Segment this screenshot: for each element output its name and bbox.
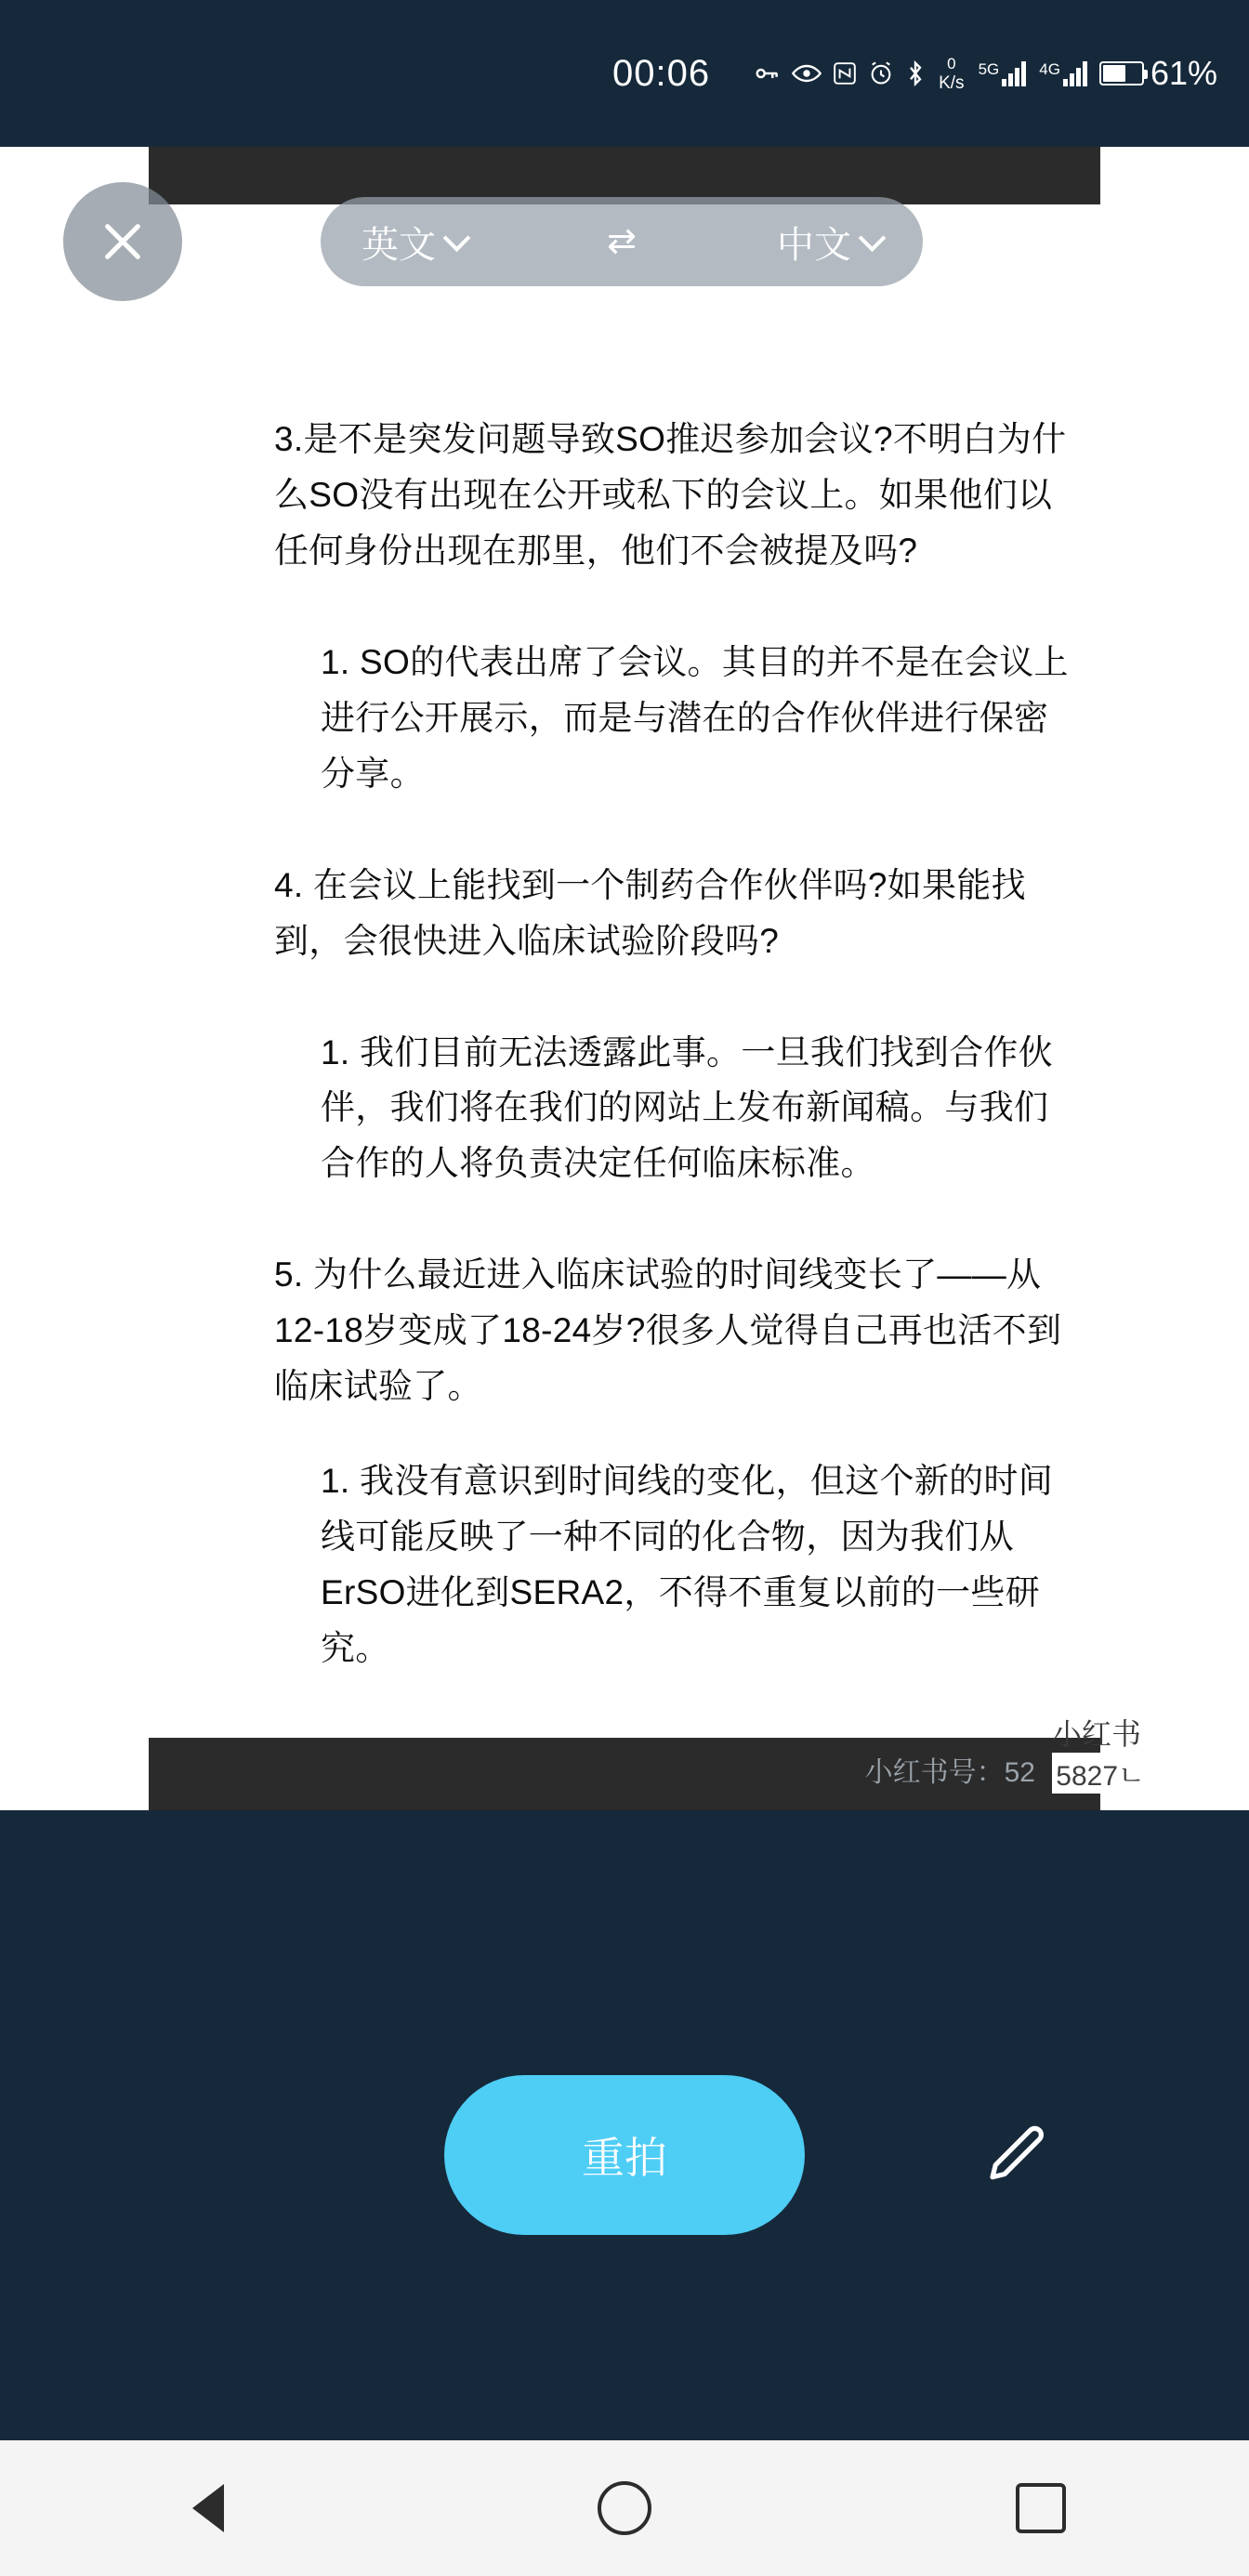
close-icon — [97, 216, 149, 268]
translated-paragraph: 5. 为什么最近进入临床试验的时间线变长了——从12-18岁变成了18-24岁?很多人觉得自己再也活不到临床试验了。 — [274, 1255, 1062, 1406]
retake-button[interactable]: 重拍 — [444, 2075, 805, 2235]
network-4g-label: 4G — [1039, 60, 1060, 78]
nav-recents-button[interactable] — [957, 2440, 1124, 2576]
battery-icon — [1099, 54, 1217, 93]
edit-button[interactable] — [966, 2106, 1067, 2206]
watermark-ghost-text: 小红书号：52 — [864, 1757, 1035, 1788]
chevron-down-icon — [859, 224, 887, 252]
status-bar — [0, 0, 1249, 147]
bottom-control-panel — [0, 1810, 1249, 2440]
translated-paragraph: 1. 我们目前无法透露此事。一旦我们找到合作伙伴，我们将在我们的网站上发布新闻稿。与我们合作的人将负责决定任何临床标准。 — [321, 1032, 1054, 1183]
data-rate-value: 0 — [947, 54, 956, 72]
swap-languages-button[interactable]: ⇄ — [607, 222, 637, 261]
translated-paragraph: 1. 我没有意识到时间线的变化，但这个新的时间线可能反映了一种不同的化合物，因为我们从ErSO进化到SERA2，不得不重复以前的一些研究。 — [321, 1462, 1054, 1667]
watermark-brand — [1041, 1718, 1152, 1751]
bluetooth-icon — [905, 59, 926, 87]
back-triangle-icon — [192, 2484, 224, 2532]
target-language-label: 中文 — [777, 224, 851, 266]
battery-percent: 61% — [1150, 54, 1217, 92]
system-navigation-bar — [0, 2440, 1249, 2576]
watermark-brand-label: 小红书 — [1051, 1716, 1141, 1751]
signal-4g-icon — [1039, 60, 1087, 86]
language-selector-bar[interactable] — [321, 197, 923, 286]
translated-paragraph: 3.是不是突发问题导致SO推迟参加会议?不明白为什么SO没有出现在公开或私下的会议上。如果他们以任何身份出现在那里，他们不会被提及吗? — [274, 420, 1067, 570]
target-language-selector[interactable] — [777, 216, 882, 269]
signal-5g-icon — [979, 60, 1027, 86]
watermark-id: 5827ㄴ — [1052, 1753, 1149, 1794]
close-button[interactable] — [63, 182, 182, 301]
status-clock: 00:06 — [612, 52, 711, 94]
alarm-icon — [868, 60, 894, 86]
nav-back-button[interactable] — [125, 2440, 292, 2576]
translated-paragraph: 4. 在会议上能找到一个制药合作伙伴吗?如果能找到，会很快进入临床试验阶段吗? — [274, 865, 1026, 960]
data-rate-unit: K/s — [939, 72, 965, 93]
pencil-icon — [980, 2120, 1053, 2192]
vpn-key-icon — [753, 59, 781, 87]
chevron-down-icon — [443, 224, 471, 252]
recents-square-icon — [1016, 2483, 1066, 2533]
source-language-label: 英文 — [362, 224, 436, 266]
nav-home-button[interactable] — [541, 2440, 708, 2576]
eye-icon — [792, 61, 822, 85]
source-language-selector[interactable] — [362, 216, 467, 269]
captured-image-top-edge — [149, 147, 1100, 204]
data-rate-indicator — [939, 56, 964, 92]
network-5g-label: 5G — [978, 60, 1000, 78]
nfc-icon — [833, 61, 857, 85]
home-circle-icon — [598, 2481, 651, 2535]
translated-text-block — [274, 412, 1079, 1697]
status-bar-right — [753, 54, 1217, 93]
translation-result-area — [0, 147, 1249, 1810]
translated-paragraph: 1. SO的代表出席了会议。其目的并不是在会议上进行公开展示，而是与潜在的合作伙伴进行保密分享。 — [321, 642, 1069, 793]
